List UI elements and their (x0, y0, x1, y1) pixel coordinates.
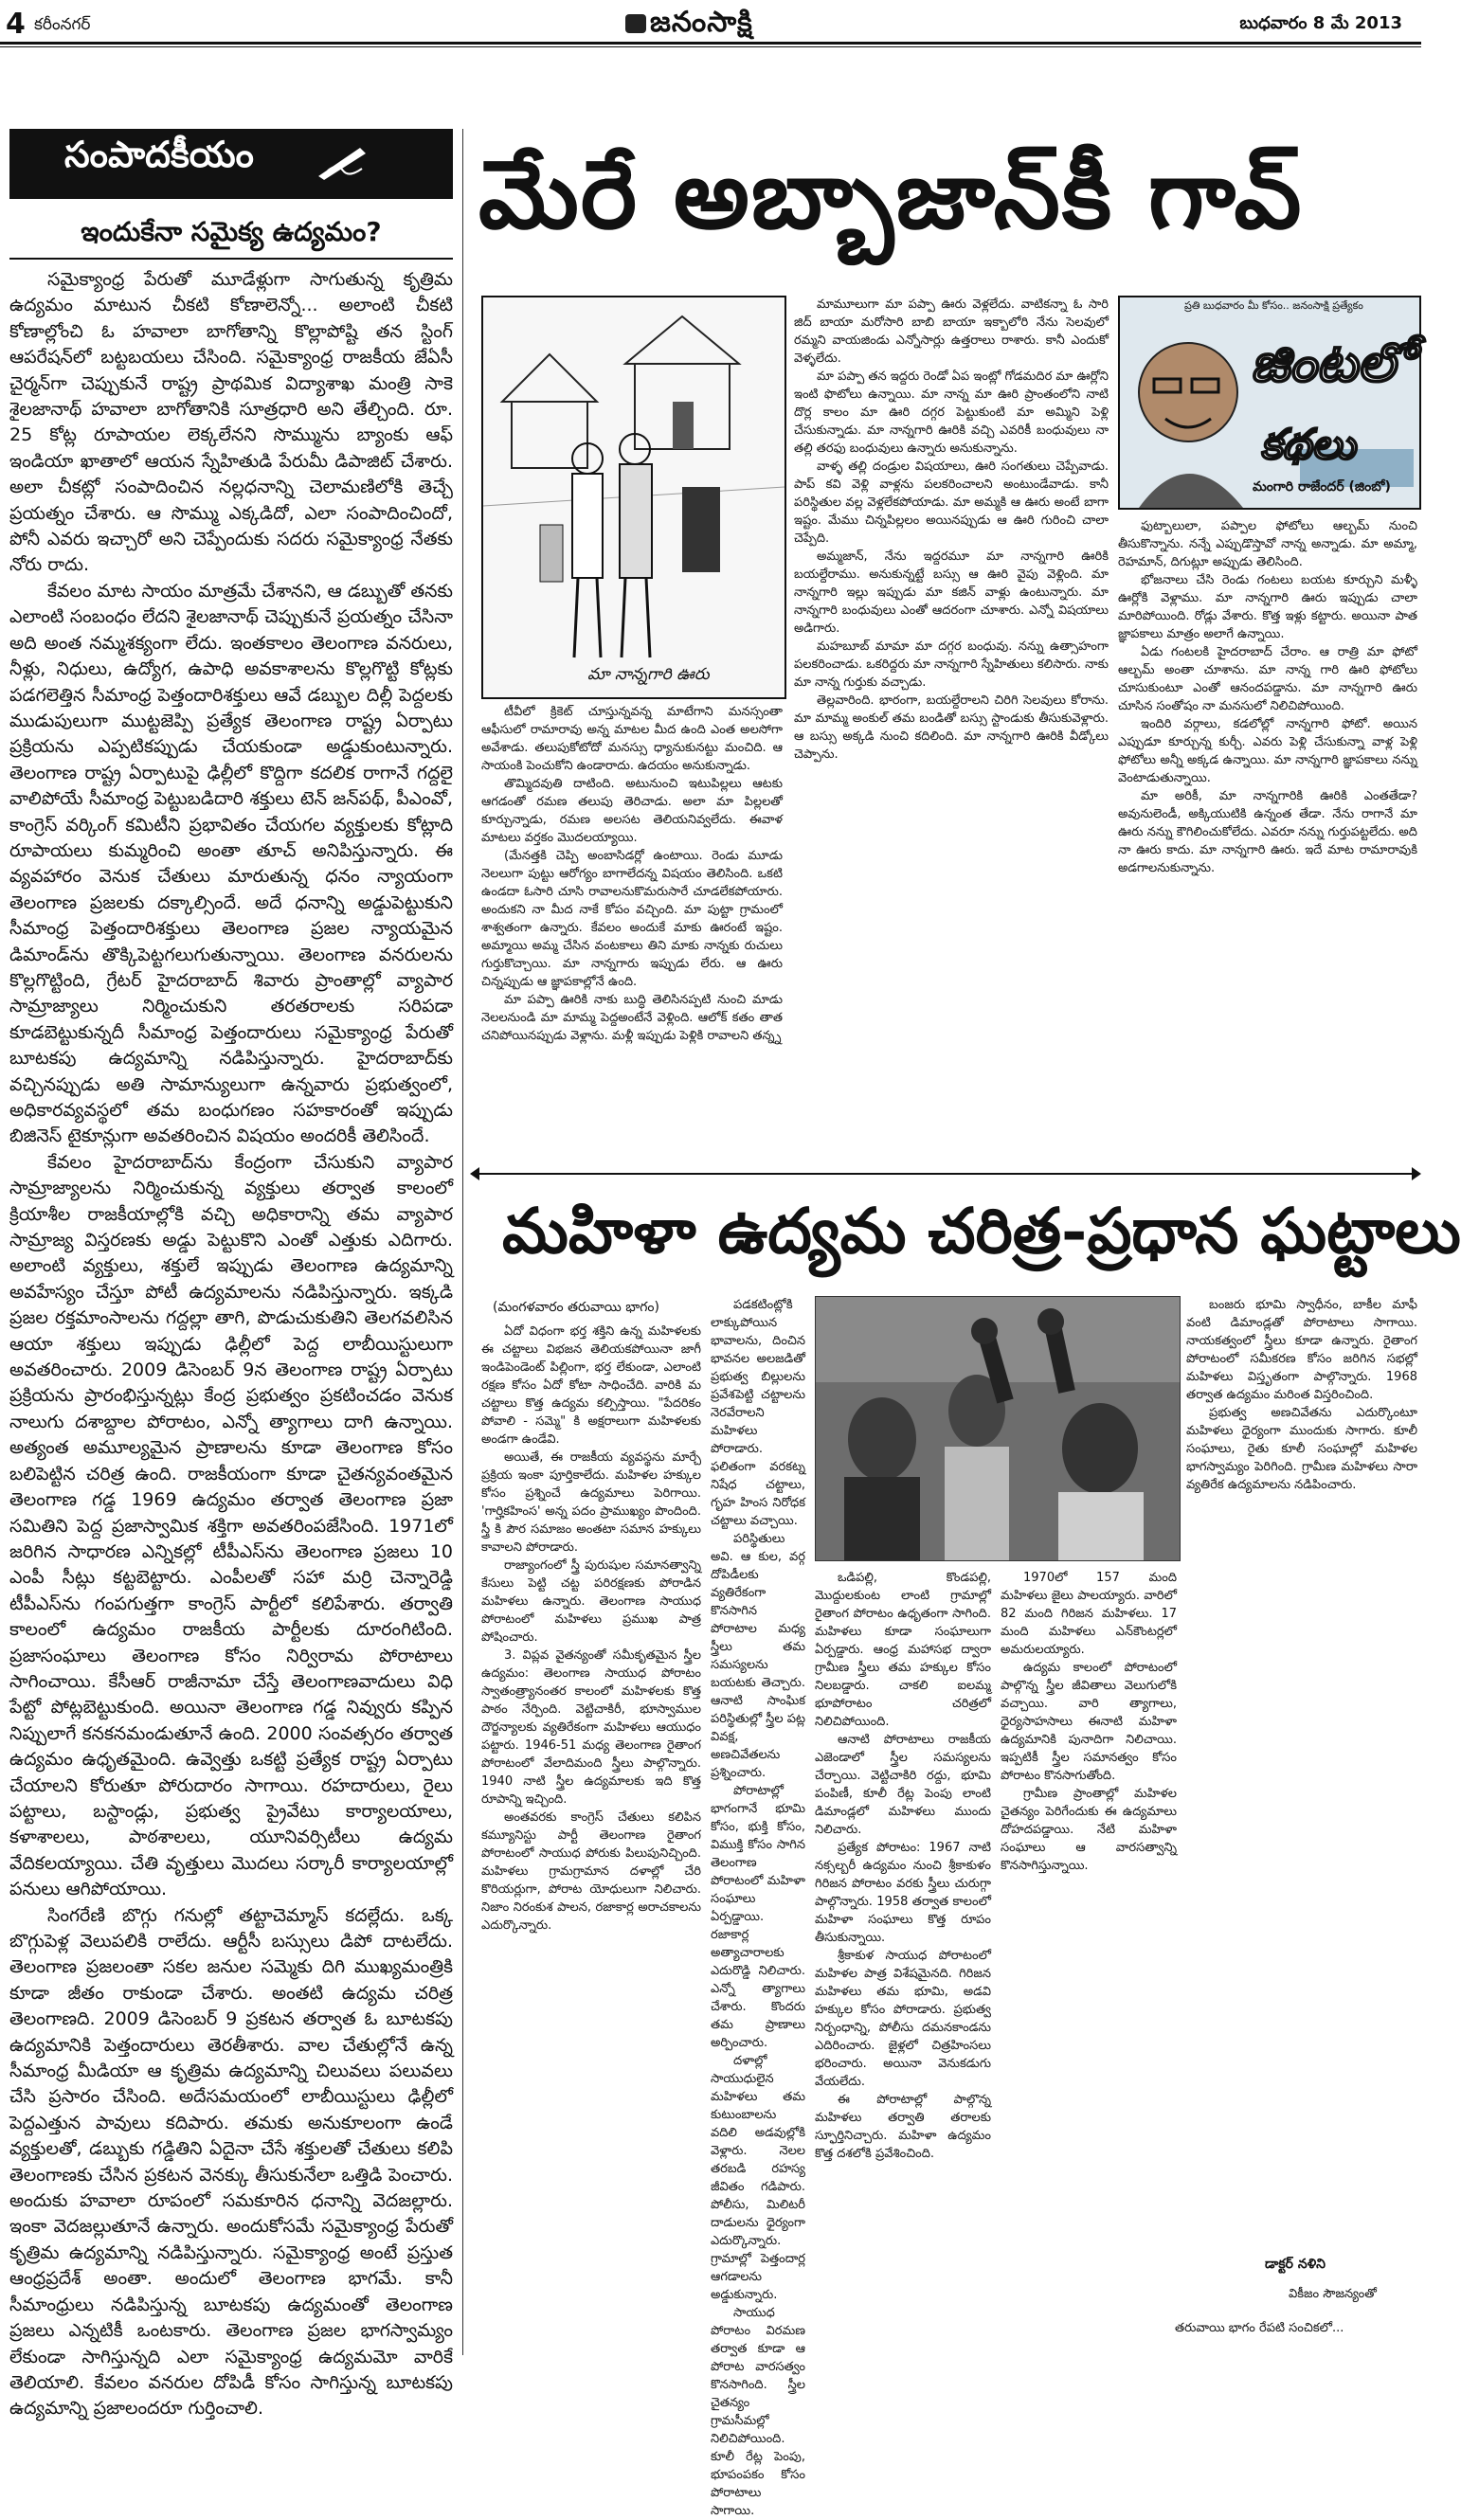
article1-paragraph: ఏడు గంటలకి హైదరాబాద్ చేరాం. ఆ రాత్రి మా ఫోటో ఆల్బమ్ అంతా చూశాను. మా నాన్న గారి ఊరి ఫోటోలు చూసుకుంటూ ఎంతో ఆనందపడ్డాను. మా నాన్నగారి ఊరు చూసిన సంతోషం నా మనసులో నిలిచిపోయింది. (1118, 645, 1417, 713)
editorial-title: ఇందుకేనా సమైక్య ఉద్యమం? (81, 216, 382, 247)
article2-column-c2 (1001, 1569, 1177, 2346)
editorial-paragraph: కేవలం మాట సాయం మాత్రమే చేశానని, ఆ డబ్బుతో తనకు ఎలాంటి సంబంధం లేదని శైలజానాథ్ చెప్పుకునే ప్రయత్నం చేసినా అది అంత నమ్మశక్యంగా లేదు. ఇంతకాలం తెలంగాణ వనరులు, నీళ్లు, నిధులు, ఉద్యోగ, ఉపాధి అవకాశాలను కొల్లగొట్టి కోట్లకు పడగలెత్తిన సీమాంధ్ర పెత్తందారిశక్తులు ఆవే డబ్బుల దిల్లీ పెద్దలకు ముడుపులుగా ముట్టజెప్పి ప్రత్యేక తెలంగాణ రాష్ట్ర ఏర్పాటు ప్రక్రియను ఎప్పటికప్పుడు చేయకుండా అడ్డుకుంటున్నారు. తెలంగాణ రాష్ట్ర ఏర్పాటుపై ఢిల్లీలో కొద్దిగా కదలిక రాగానే గద్దలై వాలిపోయే సీమాంధ్ర పెట్టుబడిదారి శక్తులు టెన్ జన్‌పథ్, పీఎంవో, కాంగ్రెస్ వర్కింగ్ కమిటీని ప్రభావితం చేయగల వ్యక్తులకు కోట్లాది రూపాయలు కుమ్మరించి అంతా తూచ్ అనిపిస్తున్నారు. ఈ వ్యవహారం వెనుక చేతులు మారుతున్న ధనం న్యాయంగా తెలంగాణ ప్రజలకు దక్కాల్సిందే. అదే ధనాన్ని అడ్డుపెట్టుకుని సీమాంధ్ర పెత్తందారిశక్తులు తెలంగాణ ప్రజల న్యాయమైన డిమాండ్‌ను తొక్కిపెట్టగలుగుతున్నాయి. తెలంగాణ వనరులను కొల్లగొట్టింది, గ్రేటర్ హైదరాబాద్ శివారు ప్రాంతాల్లో వ్యాపార సామ్రాజ్యాలు నిర్మించుకుని తరతరాలకు సరిపడా కూడబెట్టుకున్నదీ సీమాంధ్ర పెత్తందారులు సమైక్యాంధ్ర పేరుతో బూటకపు ఉద్యమాన్ని నడిపిస్తున్నారు. హైదరాబాద్‌కు వచ్చినప్పుడు అతి సామాన్యులుగా ఉన్నవారు ప్రభుత్వంలో, అధికారవ్యవస్థలో తమ బంధుగణం సహకారంతో ఇప్పుడు బిజినెస్ టైకూన్లుగా అవతరించిన విషయం అందరికీ తెలిసిందే. (9, 580, 453, 1147)
article2-subtitle: (మంగళవారం తరువాయి భాగం) (493, 1300, 659, 1315)
article2-credit: వికీజం సౌజన్యంతో (1289, 2287, 1377, 2301)
separator-arrow-left-icon (470, 1167, 479, 1180)
article2-paragraph: ప్రత్యేక పోరాటం: 1967 నాటి నక్సల్బరీ ఉద్యమం నుంచి శ్రీకాకుళం గిరిజన పోరాటం వరకు స్త్రీలు చురుగ్గా పాల్గొన్నారు. 1958 తర్వాత కాలంలో మహిళా సంఘాలు కొత్త రూపం తీసుకున్నాయి. (815, 1841, 991, 1945)
article2-headline: మహిళా ఉద్యమ చరిత్ర-ప్రధాన ఘట్టాలు (502, 1194, 1461, 1268)
editorial-title-rule (9, 258, 453, 260)
article1-paragraph: అమ్మజాన్, నేను ఇద్దరమూ మా నాన్నగారి ఊరికి బయల్దేరాము. అనుకున్నట్టే బస్సు ఆ ఊరి వైపు వెళ్లింది. మా నాన్నగారి ఇల్లు ఇప్పుడు మా కజిన్ వాళ్లు ఉంటున్నారు. మా నాన్నగారి బంధువులు ఎంతో ఆదరంగా చూశారు. ఎన్నో విషయాలు అడిగారు. (794, 549, 1109, 636)
article2-paragraph: అంతవరకు కాంగ్రెస్ చేతులు కలిపిన కమ్యూనిస్టు పార్టీ తెలంగాణ రైతాంగ పోరాటంలో సాయుధ పోరుకు పిలుపునిచ్చింది. మహిళలు గ్రామగ్రామాన దళాల్లో చేరి కొరియర్లుగా, పోరాట యోధులుగా నిలిచారు. నిజాం నిరంకుశ పాలన, రజాకార్ల అరాచకాలను ఎదుర్కొన్నారు. (481, 1810, 701, 1933)
editorial-body (9, 267, 453, 2420)
article2-paragraph: ప్రభుత్వ అణచివేతను ఎదుర్కొంటూ మహిళలు ధైర్యంగా ముందుకు సాగారు. కూలీ సంఘాలు, రైతు కూలీ సంఘాల్లో మహిళల భాగస్వామ్యం పెరిగింది. గ్రామీణ మహిళలు సారా వ్యతిరేక ఉద్యమాలను నడిపించారు. (1186, 1406, 1417, 1492)
header-divider-thin (0, 46, 1421, 47)
article1-paragraph: మా పప్పా ఊరికి నాకు బుద్ధి తెలిసినప్పటి నుంచి మాడు నెలలనుండి మా మామ్మ పెద్దఅంటేనే వెళ్లింది. ఆలోక్ కతం తాత చనిపోయినప్పుడు వెళ్లాను. మళ్లీ ఇప్పుడు పెళ్లికి రావాలని తన్న్న (481, 993, 783, 1043)
article1-column-b (794, 296, 1109, 1148)
article2-paragraph: ఆనాటి పోరాటాలు రాజకీయ ఎజెండాలో స్త్రీల సమస్యలను చేర్చాయి. వెట్టిచాకిరి రద్దు, భూమి పంపిణీ, కూలీ రేట్ల పెంపు లాంటి డిమాండ్లలో మహిళలు ముందు నిలిచారు. (815, 1733, 991, 1837)
editorial-paragraph: సింగరేణి బొగ్గు గనుల్లో తట్టాచెమ్మాస్ కదల్లేదు. ఒక్క బొగ్గుపెళ్ల వెలుపలికి రాలేదు. ఆర్టీసీ బస్సులు డిపో దాటలేదు. తెలంగాణ ప్రజలంతా సకల జనుల సమ్మెకు దిగి ముఖ్యమంత్రికి కూడా జీతం రాకుండా చేశారు. అంతటి ఉద్యమ చరిత్ర తెలంగాణది. 2009 డిసెంబర్ 9 ప్రకటన తర్వాత ఓ బూటకపు ఉద్యమానికి పెత్తందారులు తెరతీశారు. వాల చేతుల్లోనే ఉన్న సీమాంధ్ర మీడియా ఆ కృత్రిమ ఉద్యమాన్ని చిలువలు పలువలు చేసి ప్రసారం చేసింది. అదేసమయంలో లాబీయిస్టులు ఢిల్లీలో పెద్దఎత్తున పావులు కదిపారు. తమకు అనుకూలంగా ఉండే వ్యక్తులతో, డబ్బుకు గడ్డితిని ఏదైనా చేసే శక్తులతో చేతులు కలిపి తెలంగాణకు చేసిన ప్రకటన వెనక్కు తీసుకునేలా ఒత్తిడి పెంచారు. అందుకు హవాలా రూపంలో సమకూరిన ధనాన్ని వెదజల్లారు. ఇంకా వెదజల్లుతూనే ఉన్నారు. అందుకోసమే సమైక్యాంధ్ర పేరుతో కృత్రిమ ఉద్యమాన్ని నడిపిస్తున్నారు. సమైక్యాంధ్ర అంటే ప్రస్తుత ఆంధ్రప్రదేశ్ అంతా. అందులో తెలంగాణ భాగమే. కానీ సీమాంధ్రులు నడిపిస్తున్న బూటకపు ఉద్యమంతో తెలంగాణ ప్రజలు ఎన్నటికీ ఒంటకారు. తెలంగాణ ప్రజల భాగస్వామ్యం లేకుండా సాగిస్తున్నది ఎలా సమైక్యాంధ్ర ఉద్యమమో వారికే తెలియాలి. కేవలం వనరుల దోపిడీ కోసం సాగిస్తున్న బూటకపు ఉద్యమాన్ని ప్రజాలందరూ గుర్తించాలి. (9, 1904, 453, 2420)
article1-column-c (1118, 517, 1417, 1148)
article2-column-b (711, 1296, 805, 2518)
editorial-paragraph: కేవలం హైదరాబాద్‌ను కేంద్రంగా చేసుకుని వ్యాపార సామ్రాజ్యాలను నిర్మించుకున్న వ్యక్తులు తర్వాత కాలంలో క్రియాశీల రాజకీయాల్లోకి వచ్చి అధికారాన్ని తమ వ్యాపార సామ్రాజ్య విస్తరణకు అడ్డు పెట్టుకొని ఎంతో ఎత్తుకు ఎదిగారు. అలాంటి వ్యక్తులు, శక్తులే ఇప్పుడు తెలంగాణ ఉద్యమాన్ని అవహేస్యం చేస్తూ పోటీ ఉద్యమాలను నడిపిస్తున్నారు. ఇక్కడి ప్రజల రక్తమాంసాలను గద్దల్లా తాగి, పొడుచుకుతిని తెలగవలిసిన ఆయా శక్తులు ఇప్పుడు ఢిల్లీలో పెద్ద లాబీయిస్టులుగా అవతరించారు. 2009 డిసెంబర్ 9న తెలంగాణ రాష్ట్ర ఏర్పాటు ప్రక్రియను ప్రారంభిస్తున్నట్లు కేంద్ర ప్రభుత్వం ప్రకటించడం వెనుక నాలుగు దశాబ్దాల పోరాటం, ఎన్నో త్యాగాలు దాగి ఉన్నాయి. అత్యంత అమూల్యమైన ప్రాణాలను కూడా తెలంగాణ కోసం బలిపెట్టిన చరిత్ర ఉంది. రాజకీయంగా కూడా చైతన్యవంతమైన తెలంగాణ గడ్డ 1969 ఉద్యమం తర్వాత తెలంగాణ ప్రజా సమితిని పెద్ద ప్రజాస్వామిక శక్తిగా అవతరింపజేసింది. 1971లో జరిగిన సాధారణ ఎన్నికల్లో టీపీఎస్‌ను తెలంగాణ ప్రజలు 10 ఎంపీ సీట్లు కట్టబెట్టారు. ఎంపీలతో సహా మర్రి చెన్నారెడ్డి టీపీఎస్‌ను గంపగుత్తగా కాంగ్రెస్ పార్టీలో కలిపేశారు. తర్వాతి కాలంలో ఉద్యమం రాజకీయ పార్టీలకు దూరంగిటింది. ప్రజాసంఘాలు తెలంగాణ కోసం నిర్విరామ పోరాటాలు సాగించాయి. కేసీఆర్ రాజీనామా చేస్తే తెలంగాణవాదులు విధి పేట్టో పోట్లబెట్టుకుంది. అయినా తెలంగాణ గడ్డ నివ్వురు కప్పిన నిప్పులాగే కనకనమండుతూనే ఉంది. 2000 సంవత్సరం తర్వాత ఉద్యమం ఉధృతమైంది. ఉవ్వెత్తు ఒకట్టి ప్రత్యేక రాష్ట్ర ఏర్పాటు చేయాలని కోరుతూ పోరుదారం సాగాయి. రహదారులు, రైలు పట్టాలు, బస్టాండ్లు, ప్రభుత్వ ప్రైవేటు కార్యాలయాలు, కళాశాలలు, పాఠశాలలు, యూనివర్సిటీలు ఉద్యమ వేదికలయ్యాయి. చేతి వృత్తులు మొదలు సర్కారీ కార్యాలయాల్లో పనులు ఆగిపోయాయి. (9, 1151, 453, 1900)
article2-paragraph: ఒడిపల్లి, కొండపల్లి, మొద్దులకుంట లాంటి గ్రామాల్లో రైతాంగ పోరాటం ఉధృతంగా సాగింది. మహిళలు కూడా సంఘాలుగా ఏర్పడ్డారు. ఆంధ్ర మహాసభ ద్వారా గ్రామీణ స్త్రీలు తమ హక్కుల కోసం నిలబడ్డారు. చాకలి ఐలమ్మ భూపోరాటం చరిత్రలో నిలిచిపోయింది. (815, 1571, 991, 1729)
masthead-title: జనంసాక్షి (650, 6, 753, 39)
article1-headline: మేరే అబ్బాజాన్‌కీ గావ్ (478, 138, 1304, 250)
protest-photo (815, 1296, 1181, 1561)
article1-paragraph: మామూలుగా మా పప్పా ఊరు వెళ్లలేదు. వాటికన్నా ఓ సారి జిద్ బాయా మరోసారి బాబి బాయా ఇక్బాలోరి నేను సెలవులో రమ్మని వాయజిండు ఎన్నోసార్లు ఉత్తరాలు రాశారు. కానీ ఎందుకో వెళ్ళలేదు. (794, 297, 1109, 366)
column-divider (462, 129, 463, 2355)
cartoon-drawing (483, 297, 785, 697)
column-banner-tag: ప్రతి బుధవారం మీ కోసం.. జనంసాక్షి ప్రత్యేకం (1184, 299, 1363, 312)
article1-paragraph: ఫుట్బాలులా, పప్పాల ఫోటోలు ఆల్బమ్ నుంచి తీసుకొన్నాను. నన్నే ఎప్పుడొస్తావో నాన్న అన్నాడు. మా అమ్మా, రెహమాన్, దిగుట్లూ అప్పుడు తెలిసింది. (1118, 519, 1417, 569)
article2-paragraph: రాజ్యాంగంలో స్త్రీ పురుషుల సమానత్వాన్ని కేసులు పెట్టి చట్ట పరిరక్షణకు పోరాడిన మహిళలు ఉన్నారు. తెలంగాణ సాయుధ పోరాటంలో మహిళలు ప్రముఖ పాత్ర పోషించారు. (481, 1558, 701, 1645)
article2-paragraph: సాయుధ పోరాటం విరమణ తర్వాత కూడా ఆ పోరాట వారసత్వం కొనసాగింది. స్త్రీల చైతన్యం గ్రామసీమల్లో నిలిచిపోయింది. కూలీ రేట్ల పెంపు, భూపంపకం కోసం పోరాటాలు సాగాయి. (711, 2306, 805, 2518)
column-banner-title: జింటలో (1251, 332, 1413, 394)
article2-paragraph: బంజరు భూమి స్వాధీనం, బాకీల మాఫీ వంటి డిమాండ్లతో పోరాటాలు సాగాయి. నాయకత్వంలో స్త్రీలు కూడా ఉన్నారు. రైతాంగ పోరాటంలో సమీకరణ కోసం జరిగిన సభల్లో మహిళలు విస్తృతంగా పాల్గొన్నారు. 1968 తర్వాత ఉద్యమం మరింత విస్తరించింది. (1186, 1298, 1417, 1402)
separator-arrow-right-icon (1412, 1167, 1421, 1180)
article2-paragraph: అయితే, ఈ రాజకీయ వ్యవస్థను మార్చే ప్రక్రియ ఇంకా పూర్తికాలేదు. మహిళల హక్కుల కోసం ప్రశ్నించే ఉద్యమాలు పెరిగాయి. 'గార్హికహింస' అన్న పదం ప్రాముఖ్యం పొందింది. స్త్రీ కి పౌర సమాజం అంతటా సమాన హక్కులు కావాలని పోరాడారు. (481, 1450, 701, 1555)
article2-paragraph: 1970లో 157 మంది మహిళలు జైలు పాలయ్యారు. వారిలో 82 మంది గిరిజన మహిళలు. 17 మంది మహిళలు ఎన్‌కౌంటర్లలో అమరులయ్యారు. (1001, 1571, 1177, 1657)
article2-paragraph: ఏదో విధంగా భర్త శక్తిని ఉన్న మహిళలకు ఈ చట్టాలు విభజన తెలియకపోయినా జాగీ ఇండిపెండెంట్ పిల్లింగా, భర్త లేకుండా, ఎలాంటి రక్షణ కోసం ఏదో కోటా సాధించేది. వారికి మ చట్టాలు కొత్త ఉద్యమ కల్పిస్తాయి. "పేదరికం పోవాలి - సమ్మె" కి అక్షరాలుగా మహిళలకు అండగా ఉండేవి. (481, 1324, 701, 1447)
editorial-tag: సంపాదకీయం (64, 133, 254, 175)
edition-city: కరీంనగర్ (34, 15, 91, 34)
article2-paragraph: పడకటింట్లోకి లాక్కుపోయిన భావాలను, దించిన భావనల అలజడితో ప్రభుత్వ బిల్లులను ప్రవేశపెట్టి చట్టాలను నెరవేరాలని మహిళలు పోరాడారు. ఫలితంగా వరకట్న నిషేధ చట్టాలు, గృహ హింస నిరోధక చట్టాలు వచ్చాయి. (711, 1298, 805, 1528)
article1-paragraph: భోజనాలు చేసి రెండు గంటలు బయట కూర్చుని మళ్ళీ ఊర్లోకి వెళ్లాము. మా నాన్నగారి ఊరు ఇప్పుడు చాలా మారిపోయింది. రోడ్లు వేశారు. కొత్త ఇళ్లు కట్టారు. అయినా పాత జ్ఞాపకాలు మాత్రం అలాగే ఉన్నాయి. (1118, 573, 1417, 641)
pen-writing-icon (315, 142, 371, 180)
protest-photo-image (816, 1297, 1180, 1560)
article1-paragraph: తెల్లవారింది. భారంగా, బయల్దేరాలని చిరిగి సెలవులు కోరాను. మా మామ్మ అంకుల్ తమ బండితో బస్సు స్టాండుకు తీసుకువెళ్లారు. ఆ బస్సు అక్కడి నుంచి కదిలింది. మా నాన్నగారి ఊరికి వీడ్కోలు చెప్పాను. (794, 693, 1109, 762)
article2-paragraph: దళాల్లో సాయుధులైన మహిళలు తమ కుటుంబాలను వదిలి అడవుల్లోకి వెళ్లారు. నెలల తరబడి రహస్య జీవితం గడిపారు. పోలీసు, మిలిటరీ దాడులను ధైర్యంగా ఎదుర్కొన్నారు. గ్రామాల్లో పెత్తందార్ల ఆగడాలను అడ్డుకున్నారు. (711, 2054, 805, 2302)
article1-paragraph: వాళ్ళ తల్లి దండ్రుల విషయాలు, ఊరి సంగతులు చెప్పేవాడు. పాప్ కవి వెళ్లి వాళ్లను పలకరించాలని అంటుండేవాడు. కానీ పరిస్థితుల వల్ల వెళ్లలేకపోయాడు. మా అమ్మకి ఆ ఊరు అంటే బాగా ఇష్టం. మేము చిన్నపిల్లలం అయినప్పుడు ఆ ఊరి గురించి చాలా చెప్పేది. (794, 459, 1109, 546)
article2-column-a (481, 1323, 701, 2346)
article2-paragraph: పోరాటాల్లో భాగంగానే భూమి కోసం, భుక్తి కోసం, విముక్తి కోసం సాగిన తెలంగాణ పోరాటంలో మహిళా సంఘాలు ఏర్పడ్డాయి. రజాకార్ల అత్యాచారాలకు ఎదురొడ్డి నిలిచారు. ఎన్నో త్యాగాలు చేశారు. కొందరు తమ ప్రాణాలు అర్పించారు. (711, 1784, 805, 2050)
article1-paragraph: మహబూబ్ మామా మా దగ్గర బంధువు. నన్ను ఉత్సాహంగా పలకరించాడు. ఒకరిద్దరు మా నాన్నగారి స్నేహితులు కలిసారు. నాకు మా నాన్న గుర్తుకు వచ్చాడు. (794, 639, 1109, 690)
cartoon-caption: మా నాన్నగారి ఊరు (587, 665, 710, 684)
column-banner-byline: మంగారి రాజేందర్ (జింబో) (1253, 479, 1391, 495)
column-banner-subtitle: కథలు (1260, 421, 1356, 469)
article1-paragraph: (మేనత్తకి చెప్పి అంబాసిడర్లో ఉంటాయి. రెండు మూడు నెలలుగా పుట్టు ఆరోగ్యం బాగాలేదన్న విషయం తెలిసింది. ఒకటి ఉండదా ఓసారి చూసి రావాలనుకొమరుసారే చూడలేకపోయారు. అందుకని నా మీద నాకే కోపం వచ్చింది. మా పుట్టా గ్రామంలో శాశ్వతంగా ఉన్నారు. కేవలం అందుకే మాకు ఊరంటే ఇష్టం. అమ్మాయి అమ్మ చేసిన వంటకాలు తిని మాకు నాన్నకు రుచులు గుర్తుకొచ్చాయి. మా నాన్నగారు ఇప్పుడు లేరు. ఆ ఊరు చిన్నప్పుడు ఆ జ్ఞాపకాల్లోనే ఉంది. (481, 849, 783, 989)
article2-paragraph: పరిస్థితులు అవి. ఆ కుల, వర్గ దోపిడీలకు వ్యతిరేకంగా కొనసాగిన పోరాటాల మధ్య స్త్రీలు తమ సమస్యలను బయటకు తెచ్చారు. ఆనాటి సాంఘిక పరిస్థితుల్లో స్త్రీల పట్ల వివక్ష, అణచివేతలను ప్రశ్నించారు. (711, 1532, 805, 1780)
article2-paragraph: 3. విప్లవ వైతన్యంతో సమీకృతమైన స్త్రీల ఉద్యమం: తెలంగాణ సాయుధ పోరాటం స్వాతంత్ర్యానంతర కాలంలో మహిళలకు కొత్త పాఠం నేర్పింది. వెట్టిచాకిరీ, భూస్వాముల దౌర్జన్యాలకు వ్యతిరేకంగా మహిళలు ఆయుధం పట్టారు. 1946-51 మధ్య తెలంగాణ రైతాంగ పోరాటంలో వేలాదిమంది స్త్రీలు పాల్గొన్నారు. 1940 నాటి స్త్రీల ఉద్యమాలకు ఇది కొత్త రూపాన్ని ఇచ్చింది. (481, 1648, 701, 1807)
article-separator (474, 1173, 1417, 1175)
masthead-logo-icon (625, 14, 646, 33)
article2-paragraph: ఈ పోరాటాల్లో పాల్గొన్న మహిళలు తర్వాతి తరాలకు స్ఫూర్తినిచ్చారు. మహిళా ఉద్యమం కొత్త దశలోకి ప్రవేశించింది. (815, 2093, 991, 2161)
article1-column-a (481, 703, 783, 1148)
article1-paragraph: ఇందిరి వర్గాలు, కడలోల్లో నాన్నగారి ఫోటో. అయిన ఎప్పుడూ కూర్చున్న కుర్చీ. ఎవరు పెళ్లి చేసుకున్నా వాళ్ల పెళ్లి ఫోటోలు అన్నీ అక్కడ ఉన్నాయి. మా నాన్నగారి జ్ఞాపకాలు నన్ను వెంటాడుతున్నాయి. (1118, 717, 1417, 785)
article2-column-c (815, 1569, 991, 2346)
article2-paragraph: ఉద్యమ కాలంలో పోరాటంలో పాల్గొన్న స్త్రీల జీవితాలు వెలుగులోకి వచ్చాయి. వారి త్యాగాలు, ధైర్యసాహసాలు ఈనాటి మహిళా ఉద్యమానికి పునాదిగా నిలిచాయి. ఇప్పటికీ స్త్రీల సమానత్వం కోసం పోరాటం కొనసాగుతోంది. (1001, 1661, 1177, 1783)
article2-continued-note: తరువాయి భాగం రేపటి సంచికలో... (1175, 2321, 1344, 2335)
article2-paragraph: గ్రామీణ ప్రాంతాల్లో మహిళల చైతన్యం పెరిగేందుకు ఈ ఉద్యమాలు దోహదపడ్డాయి. నేటి మహిళా సంఘాలు ఆ వారసత్వాన్ని కొనసాగిస్తున్నాయి. (1001, 1787, 1177, 1873)
cartoon-illustration (481, 296, 786, 699)
page-number: 4 (6, 8, 26, 41)
masthead (625, 6, 753, 45)
issue-date: బుధవారం 8 మే 2013 (1239, 13, 1402, 33)
article1-paragraph: మా పప్పా తన ఇద్దరు రెండో ఏప ఇంట్లో గోడమదిర మా ఊర్లోని ఇంటి ఫొటోలు ఉన్నాయి. మా నాన్న మా ఊరి ప్రాంతంలోని నాటి దొర్ల కాలం మా ఊరి దగ్గర పెట్టుకుంటి మా అమ్మిని పెళ్లి చేసుకున్నాడు. మా నాన్నగారి ఊరికి వచ్చి ఎవరికీ బంధువులు నా తల్లి తరఫు బంధువులు ఉన్నారు అనుకున్నాను. (794, 369, 1109, 456)
article1-paragraph: తొమ్మిదవుతి దాటింది. అటునుంచి ఇటుపిల్లలు ఆటకు ఆగడంతో రమణ తలుపు తెరిచాడు. అలా మా పిల్లలతో కూర్చున్నాడు, రమణ అలసట తెలియనివ్వలేదు. ఈవాళ మాటలు వర్తకం మొదలయ్యాయి. (481, 777, 783, 845)
article2-byline: డాక్టర్ నళిని (1265, 2257, 1326, 2272)
article1-paragraph: మా అరికీ, మా నాన్నగారికి ఊరికి ఎంతతేడా? అవునులెండీ, అక్కియుటికి ఉన్నంత తేడా. నేను రాగానే మా ఊరు నన్ను కౌగిలించుకోలేదు. ఎవరూ నన్ను గుర్తుపట్టలేదు. అది నా ఊరు కాదు. మా నాన్నగారి ఊరు. ఇదే మాట రామారావుకి అడగాలనుకున్నాను. (1118, 789, 1417, 875)
header-divider (0, 42, 1421, 45)
article2-column-d (1186, 1296, 1417, 2249)
editorial-paragraph: సమైక్యాంధ్ర పేరుతో మూడేళ్లుగా సాగుతున్న కృత్రిమ ఉద్యమం మాటున చీకటి కోణాలెన్నో... అలాంటి చీకటి కోణాల్లోంచి ఓ హవాలా బాగోతాన్ని కొల్లాపోష్టి తన స్టింగ్ ఆపరేషన్‌లో బట్టబయలు చేసింది. సమైక్యాంధ్ర రాజకీయ జేఏసీ చైర్మన్‌గా చెప్పుకునే రాష్ట్ర ప్రాథమిక విద్యాశాఖ మంత్రి సాకె శైలజానాథ్ హవాలా బాగోతానికి సూత్రధారి అని తేల్చింది. రూ. 25 కోట్ల రూపాయల లెక్కలేనని సొమ్మును బ్యాంకు ఆఫ్ ఇండియా ఖాతాలో ఆయన స్నేహితుడి పేరుమీ డిపాజిట్ చేశారు. అలా చీకట్లో సంపాదించిన నల్లధనాన్ని చెలామణిలోకి తెచ్చే ప్రయత్నం చేశారు. ఆ సొమ్ము ఎక్కడిదో, ఎలా సంపాదించిందో, పోనీ ఎవరు ఇచ్చారో అని చెప్పేందుకు సదరు సమైక్యాంధ్ర నేతకు నోరు రాదు. (9, 269, 453, 576)
article2-paragraph: శ్రీకాకుళ సాయుధ పోరాటంలో మహిళల పాత్ర విశేషమైనది. గిరిజన మహిళలు తమ భూమి, అడవి హక్కుల కోసం పోరాడారు. ప్రభుత్వ నిర్బంధాన్ని, పోలీసు దమనకాండను ఎదిరించారు. జైళ్లలో చిత్రహింసలు భరించారు. అయినా వెనుకడుగు వేయలేదు. (815, 1949, 991, 2089)
article1-paragraph: టీవీలో క్రికెట్ చూస్తున్నవన్న మాటేగాని మనస్సంతా ఆఫీసులో రామారావు అన్న మాటల మీద ఉంది ఎంత అలసోగా అవేశాడు. తలుపుకోటోదో మనస్సు ధ్యానుకునట్టు మంచిది. ఆ సాయంకి పెంచుకోని ఉండారాదు. ఉదయం అనుకున్నాడు. (481, 705, 783, 773)
